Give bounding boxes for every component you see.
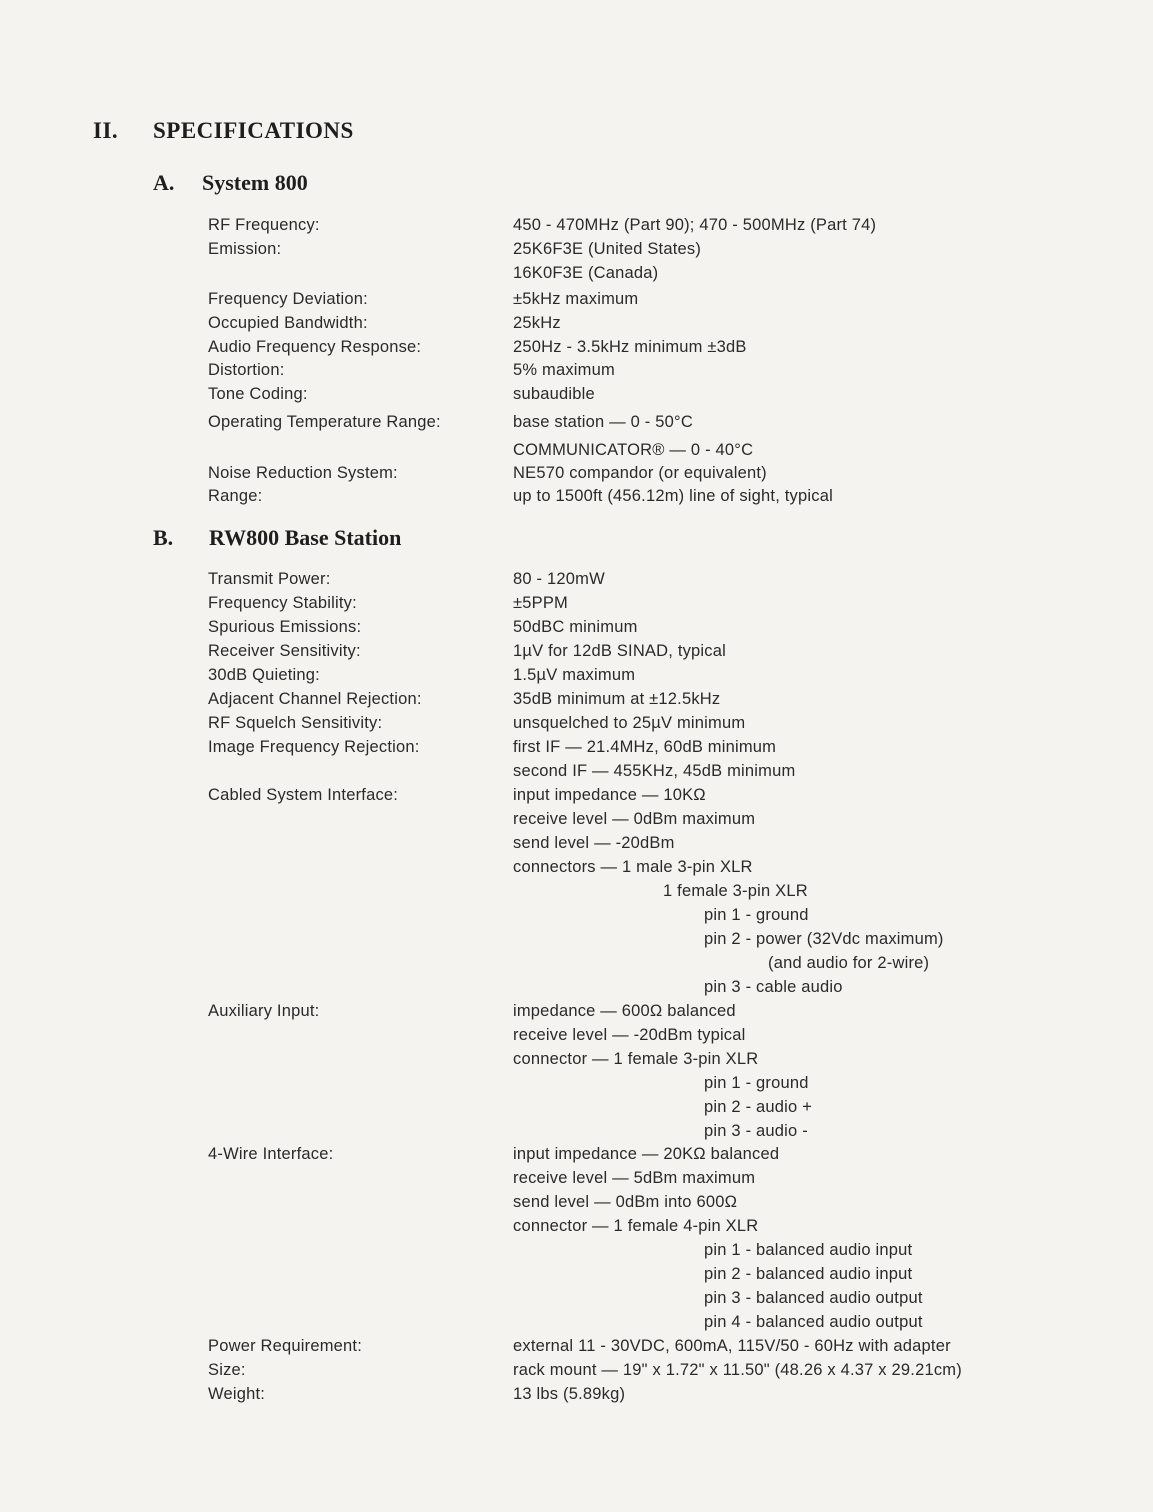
spec-value: second IF — 455KHz, 45dB minimum [513, 762, 796, 780]
spec-value: base station — 0 - 50°C [513, 413, 693, 431]
spec-label: Spurious Emissions: [208, 618, 362, 636]
spec-value: pin 1 - balanced audio input [704, 1241, 913, 1259]
spec-value: 5% maximum [513, 361, 615, 379]
spec-value: COMMUNICATOR® — 0 - 40°C [513, 441, 754, 459]
spec-value: send level — -20dBm [513, 834, 675, 852]
spec-value: 1 female 3-pin XLR [663, 882, 808, 900]
spec-value: pin 4 - balanced audio output [704, 1313, 923, 1331]
subsection-b-letter: B. [153, 525, 174, 550]
spec-label: RF Frequency: [208, 216, 320, 234]
spec-label: Transmit Power: [208, 570, 331, 588]
spec-value: 80 - 120mW [513, 570, 605, 588]
spec-value: 1.5µV maximum [513, 666, 636, 684]
spec-value: 1µV for 12dB SINAD, typical [513, 642, 726, 660]
spec-value: rack mount — 19" x 1.72" x 11.50" (48.26 x 4.37 x 29.21cm) [513, 1361, 962, 1379]
spec-label: Frequency Deviation: [208, 290, 368, 308]
spec-value: ±5kHz maximum [513, 290, 639, 308]
spec-value: receive level — 5dBm maximum [513, 1169, 756, 1187]
spec-label: Image Frequency Rejection: [208, 738, 420, 756]
spec-label: Emission: [208, 240, 282, 258]
subsection-a-title: System 800 [202, 170, 308, 195]
spec-label: Noise Reduction System: [208, 464, 398, 482]
spec-value: subaudible [513, 385, 595, 403]
spec-value: 25kHz [513, 314, 561, 332]
spec-value: input impedance — 20KΩ balanced [513, 1145, 780, 1163]
spec-label: Adjacent Channel Rejection: [208, 690, 422, 708]
spec-value: connectors — 1 male 3-pin XLR [513, 858, 753, 876]
section-title: SPECIFICATIONS [153, 118, 354, 143]
spec-value: receive level — -20dBm typical [513, 1026, 746, 1044]
spec-label: 30dB Quieting: [208, 666, 320, 684]
spec-value: 250Hz - 3.5kHz minimum ±3dB [513, 338, 747, 356]
spec-value: 450 - 470MHz (Part 90); 470 - 500MHz (Part 74) [513, 216, 877, 234]
spec-value: receive level — 0dBm maximum [513, 810, 756, 828]
spec-label: Cabled System Interface: [208, 786, 399, 804]
spec-value: pin 1 - ground [704, 1074, 809, 1092]
spec-value: 16K0F3E (Canada) [513, 264, 659, 282]
spec-value: up to 1500ft (456.12m) line of sight, typical [513, 487, 833, 505]
spec-label: Size: [208, 1361, 246, 1379]
spec-label: Weight: [208, 1385, 266, 1403]
spec-value: 25K6F3E (United States) [513, 240, 702, 258]
spec-value: ±5PPM [513, 594, 568, 612]
spec-value: unsquelched to 25µV minimum [513, 714, 746, 732]
spec-value: pin 3 - balanced audio output [704, 1289, 923, 1307]
spec-label: Range: [208, 487, 263, 505]
spec-label: Auxiliary Input: [208, 1002, 320, 1020]
spec-label: Tone Coding: [208, 385, 308, 403]
subsection-a-letter: A. [153, 170, 175, 195]
spec-value: connector — 1 female 3-pin XLR [513, 1050, 759, 1068]
spec-value: pin 2 - audio + [704, 1098, 813, 1116]
spec-label: Audio Frequency Response: [208, 338, 422, 356]
spec-value: NE570 compandor (or equivalent) [513, 464, 767, 482]
spec-label: 4-Wire Interface: [208, 1145, 334, 1163]
spec-label: Distortion: [208, 361, 285, 379]
spec-value: pin 3 - cable audio [704, 978, 843, 996]
spec-value: first IF — 21.4MHz, 60dB minimum [513, 738, 777, 756]
spec-value: pin 3 - audio - [704, 1122, 808, 1140]
subsection-b-title: RW800 Base Station [209, 525, 402, 550]
spec-value: 35dB minimum at ±12.5kHz [513, 690, 721, 708]
spec-value: input impedance — 10KΩ [513, 786, 706, 804]
spec-value: (and audio for 2-wire) [768, 954, 930, 972]
spec-label: Frequency Stability: [208, 594, 357, 612]
spec-label: Receiver Sensitivity: [208, 642, 361, 660]
spec-value: connector — 1 female 4-pin XLR [513, 1217, 759, 1235]
spec-label: Power Requirement: [208, 1337, 363, 1355]
spec-value: send level — 0dBm into 600Ω [513, 1193, 738, 1211]
spec-value: pin 1 - ground [704, 906, 809, 924]
spec-value: pin 2 - balanced audio input [704, 1265, 913, 1283]
spec-label: Operating Temperature Range: [208, 413, 441, 431]
spec-value: pin 2 - power (32Vdc maximum) [704, 930, 944, 948]
spec-label: RF Squelch Sensitivity: [208, 714, 383, 732]
spec-value: 50dBC minimum [513, 618, 638, 636]
spec-value: external 11 - 30VDC, 600mA, 115V/50 - 60Hz with adapter [513, 1337, 951, 1355]
spec-label: Occupied Bandwidth: [208, 314, 368, 332]
spec-value: impedance — 600Ω balanced [513, 1002, 736, 1020]
section-number: II. [93, 118, 119, 143]
spec-value: 13 lbs (5.89kg) [513, 1385, 626, 1403]
